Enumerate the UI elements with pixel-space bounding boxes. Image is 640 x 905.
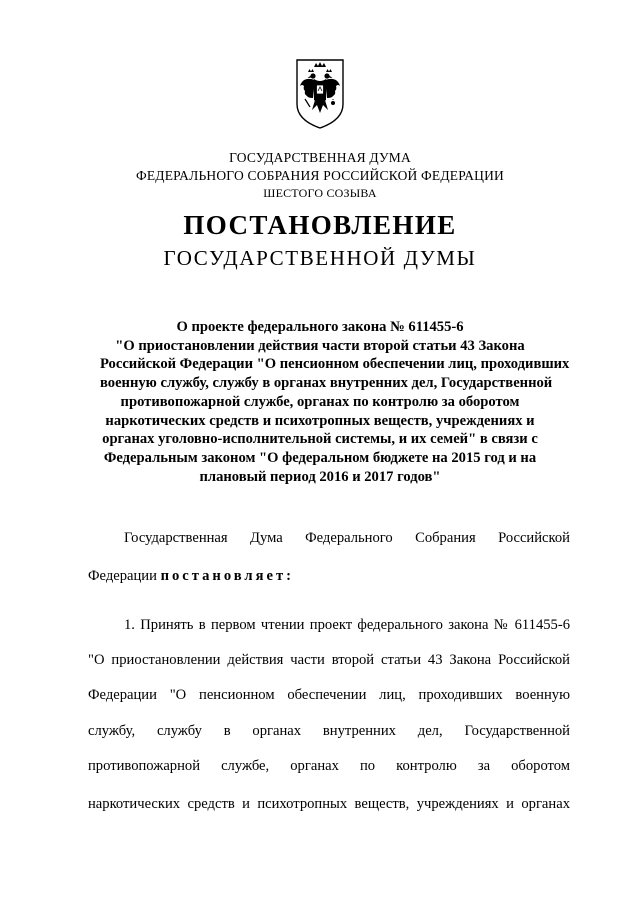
header-org-line-2: ФЕДЕРАЛЬНОГО СОБРАНИЯ РОССИЙСКОЙ ФЕДЕРАЦИИ [136,168,504,183]
header-org-line-1: ГОСУДАРСТВЕННАЯ ДУМА [229,150,411,165]
item-1-line: "О приостановлении действия части второй статьи 43 Закона Российской [88,652,570,668]
item-1-line: противопожарной службе, органах по контролю за оборотом [88,758,570,774]
subject-line: противопожарной службе, органах по контролю за оборотом [120,393,520,410]
intro-line-1: Государственная Дума Федерального Собрания Российской [124,530,570,546]
subject-line: плановый период 2016 и 2017 годов" [199,468,441,485]
item-1-line: службу, службу в органах внутренних дел, Государственной [88,723,570,739]
subject-line: наркотических средств и психотропных веществ, учреждениях и [105,412,535,429]
intro-line-2-prefix: Федерации [88,568,161,584]
intro-line-2 [88,568,570,585]
item-1-line: Федерации "О пенсионном обеспечении лиц, проходивших военную [88,687,570,703]
subject-line: Российской Федерации "О пенсионном обеспечении лиц, проходивших [100,356,570,373]
subject-line: органах уголовно-исполнительной системы, и их семей" в связи с [102,431,538,448]
subject-line: О проекте федерального закона № 611455-6 [176,319,464,335]
header-org-line-3: ШЕСТОГО СОЗЫВА [263,186,377,200]
subject-line: "О приостановлении действия части второй статьи 43 Закона [115,337,525,354]
subject-line: военную службу, службу в органах внутренних дел, Государственной [100,375,553,392]
item-1-line: наркотических средств и психотропных веществ, учреждениях и органах [88,796,570,812]
item-1-line: 1. Принять в первом чтении проект федерального закона № 611455-6 [124,617,570,633]
document-title: ПОСТАНОВЛЕНИЕ [183,210,457,240]
coat-of-arms-emblem [295,58,345,130]
resolves-word: постановляет: [160,568,295,584]
resolution-subject [100,318,570,486]
document-subtitle: ГОСУДАРСТВЕННОЙ ДУМЫ [163,246,477,270]
subject-line: Федеральным законом "О федеральном бюджете на 2015 год и на [103,449,537,466]
